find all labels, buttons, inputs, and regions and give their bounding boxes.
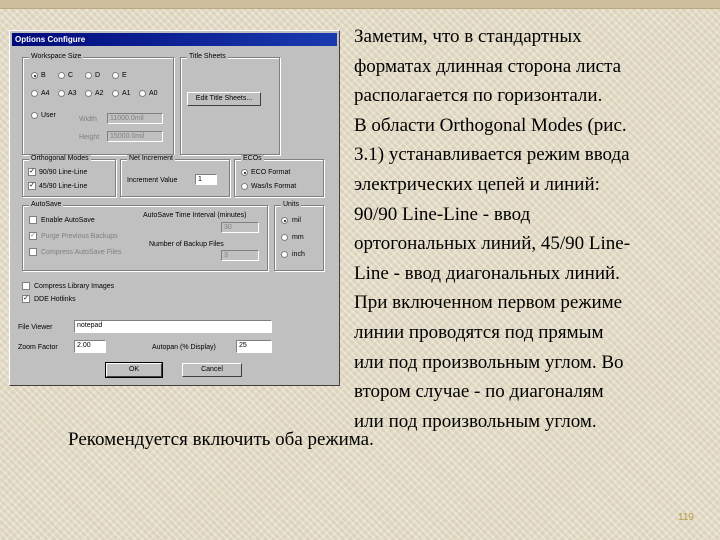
size-user-radio[interactable] [31,112,38,119]
text-line: втором случае - по диагоналям [354,381,604,403]
size-a0-label: A0 [149,90,158,97]
autopan-label: Autopan (% Display) [152,344,216,351]
autosave-interval-label: AutoSave Time Interval (minutes) [143,212,247,219]
description-paragraph [354,22,716,436]
size-a2-label: A2 [95,90,104,97]
size-c-radio[interactable] [58,72,65,79]
size-a2-radio[interactable] [85,90,92,97]
title-sheets-group [180,53,280,155]
ortho-4590-checkbox[interactable]: ✓ [29,182,35,189]
cancel-button[interactable]: Cancel [182,363,242,377]
text-line: При включенном первом режиме [354,292,623,314]
size-e-radio[interactable] [112,72,119,79]
units-mm-label: mm [292,234,304,241]
compress-autosave-checkbox[interactable] [29,248,37,256]
file-viewer-field[interactable]: notepad [74,320,272,333]
text-line: Заметим, что в стандартных [354,26,582,47]
edit-title-sheets-button[interactable]: Edit Title Sheets... [187,92,261,106]
units-label: Units [283,201,299,208]
title-sheets-label: Title Sheets [189,53,226,60]
text-line: 90/90 Line-Line - ввод [354,203,531,225]
backup-files-label: Number of Backup Files [149,241,224,248]
ortho-9090-checkbox[interactable]: ✓ [29,168,35,175]
zoom-factor-field[interactable]: 2.00 [74,340,106,353]
size-a4-label: A4 [41,90,50,97]
width-field[interactable]: 11000.0mil [107,113,163,124]
text-line: форматах длинная сторона листа [354,55,622,77]
size-d-label: D [95,72,101,79]
was-is-format-radio[interactable] [241,183,248,190]
size-a4-radio[interactable] [31,90,38,97]
ecos-label: ECOs [243,155,262,162]
increment-value-label: Increment Value [127,177,178,184]
page-number: 119 [678,512,694,523]
eco-format-radio[interactable] [241,169,248,176]
size-e-label: E [122,72,127,79]
height-label: Height [79,134,100,141]
size-a1-radio[interactable] [112,90,119,97]
height-field[interactable]: 15000.0mil [107,131,163,142]
units-mil-radio[interactable] [281,217,288,224]
units-inch-label: inch [292,251,305,258]
units-inch-radio[interactable] [281,251,288,258]
size-user-label: User [41,112,56,119]
units-mm-radio[interactable] [281,234,288,241]
autosave-label: AutoSave [31,201,62,208]
net-increment-label: Net Increment [129,155,173,162]
enable-autosave-checkbox[interactable] [29,216,37,224]
size-a1-label: A1 [122,90,131,97]
orthogonal-modes-group [22,155,116,197]
size-a0-radio[interactable] [139,90,146,97]
was-is-format-label: Was/Is Format [251,183,297,190]
backup-files-field[interactable]: 3 [221,250,259,261]
dde-hotlinks-label: DDE Hotlinks [34,296,76,303]
width-label: Width [79,116,97,123]
enable-autosave-label: Enable AutoSave [41,217,95,224]
purge-backups-checkbox[interactable]: ✓ [30,232,36,239]
autopan-field[interactable]: 25 [236,340,272,353]
size-a3-label: A3 [68,90,77,97]
orthogonal-modes-label: Orthogonal Modes [31,155,89,162]
dialog-title: Options Configure [12,33,337,46]
zoom-factor-label: Zoom Factor [18,344,58,351]
ortho-4590-label: 45/90 Line-Line [39,183,88,190]
eco-format-label: ECO Format [251,169,291,176]
bottom-sentence: Рекомендуется включить оба режима. [68,429,374,450]
ok-button[interactable]: OK [106,363,162,377]
text-line: Line - ввод диагональных линий. [354,262,620,284]
workspace-size-label: Workspace Size [31,53,82,60]
text-line: располагается по горизонтали. [354,85,603,107]
text-line: электрических цепей и линий: [354,173,600,195]
text-line: или под произвольным углом. Во [354,351,624,373]
workspace-size-group [22,53,174,155]
autosave-group [22,201,268,271]
compress-images-checkbox[interactable] [22,282,30,290]
text-line: В области Orthogonal Modes (рис. [354,114,627,136]
file-viewer-label: File Viewer [18,324,53,331]
options-configure-dialog [9,30,340,386]
text-line: 3.1) устанавливается режим ввода [354,144,630,166]
size-d-radio[interactable] [85,72,92,79]
size-b-label: B [41,72,46,79]
ecos-group [234,155,324,197]
purge-backups-label: Purge Previous Backups [41,233,118,240]
compress-images-label: Compress Library Images [34,283,115,290]
autosave-interval-field[interactable]: 30 [221,222,259,233]
text-line: ортогональных линий, 45/90 Line- [354,233,631,255]
compress-autosave-label: Compress AutoSave Files [41,249,122,256]
ortho-9090-label: 90/90 Line-Line [39,169,88,176]
units-mil-label: mil [292,217,301,224]
text-line: линии проводятся под прямым [354,321,604,343]
top-stripe [0,0,720,9]
increment-value-field[interactable]: 1 [195,174,217,185]
net-increment-group [120,155,230,197]
size-a3-radio[interactable] [58,90,65,97]
size-c-label: C [68,72,74,79]
units-group [274,201,324,271]
size-b-radio[interactable] [31,72,38,79]
dde-hotlinks-checkbox[interactable]: ✓ [23,295,29,302]
text-line: или под произвольным углом. [354,410,597,432]
